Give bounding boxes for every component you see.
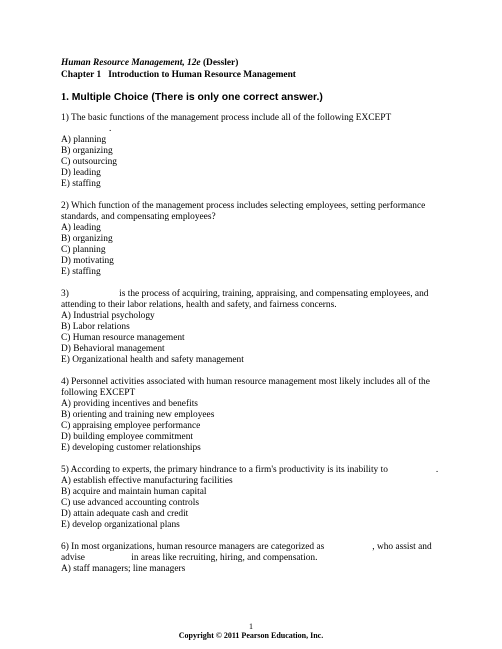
- option: D) motivating: [61, 256, 114, 266]
- question-text-end: in areas like recruiting, hiring, and compensation.: [131, 553, 318, 563]
- option: A) establish effective manufacturing facilities: [61, 476, 233, 486]
- option: E) develop organizational plans: [61, 520, 180, 530]
- option: E) staffing: [61, 267, 101, 277]
- question-text: Personnel activities associated with human resource management most likely includes all of the following EXCEPT: [61, 377, 430, 398]
- question-stem: [61, 542, 456, 564]
- option: B) organizing: [61, 234, 113, 244]
- option: E) developing customer relationships: [61, 443, 201, 453]
- option: A) leading: [61, 223, 101, 233]
- question-number: 5): [61, 465, 69, 475]
- question-text: According to experts, the primary hindrance to a firm's productivity is its inability to: [70, 465, 388, 475]
- option: E) staffing: [61, 179, 101, 189]
- question-text-end: .: [435, 465, 439, 475]
- question-stem: [61, 377, 456, 399]
- section-title: Multiple Choice: [71, 92, 149, 103]
- question-number: 4): [61, 377, 69, 387]
- option: D) attain adequate cash and credit: [61, 509, 189, 519]
- chapter-label: Chapter 1: [61, 70, 102, 80]
- section-number: 1.: [61, 92, 69, 103]
- option: B) acquire and maintain human capital: [61, 487, 207, 497]
- page-number: 1: [249, 622, 253, 631]
- question-text-mid: , who assist and advise: [61, 542, 432, 563]
- page-footer: [0, 622, 502, 640]
- question-text: Which function of the management process includes selecting employees, setting performance standards, and compensating employees?: [61, 201, 426, 222]
- option: B) orienting and training new employees: [61, 410, 215, 420]
- section-note: (There is only one correct answer.): [151, 92, 323, 103]
- question-2: [61, 201, 456, 278]
- question-5: [61, 465, 456, 531]
- option: E) Organizational health and safety management: [61, 355, 244, 365]
- option: C) outsourcing: [61, 157, 117, 167]
- copyright-notice: Copyright © 2011 Pearson Education, Inc.: [178, 631, 324, 640]
- book-author: (Dessler): [202, 58, 239, 68]
- option: A) staff managers; line managers: [61, 564, 186, 574]
- question-6: [61, 542, 456, 575]
- option: D) building employee commitment: [61, 432, 194, 442]
- document-page: [61, 58, 456, 586]
- question-4: [61, 377, 456, 454]
- question-3: [61, 289, 456, 366]
- chapter-heading: [61, 70, 456, 81]
- question-stem: [61, 465, 456, 476]
- question-text: In most organizations, human resource managers are categorized as: [71, 542, 325, 552]
- option: B) Labor relations: [61, 322, 130, 332]
- question-text-end: .: [109, 124, 112, 134]
- option: A) Industrial psychology: [61, 311, 155, 321]
- option: A) planning: [61, 135, 107, 145]
- option: C) Human resource management: [61, 333, 185, 343]
- option: C) appraising employee performance: [61, 421, 201, 431]
- question-stem: [61, 201, 456, 223]
- question-stem: [61, 113, 456, 135]
- option: B) organizing: [61, 146, 113, 156]
- book-title: Human Resource Management, 12e: [61, 58, 201, 68]
- question-stem: [61, 289, 456, 311]
- question-number: 3): [61, 289, 69, 299]
- question-1: [61, 113, 456, 190]
- question-number: 2): [61, 201, 69, 211]
- section-heading: [61, 92, 456, 103]
- chapter-title: Introduction to Human Resource Management: [108, 70, 296, 80]
- option: C) use advanced accounting controls: [61, 498, 199, 508]
- question-text: is the process of acquiring, training, appraising, and compensating employees, and attending to their labor relations, health and safety, and fairness concerns.: [61, 289, 429, 310]
- book-title-line: [61, 58, 456, 69]
- question-text: The basic functions of the management process include all of the following EXCEPT: [71, 113, 392, 123]
- question-number: 1): [61, 113, 69, 123]
- option: C) planning: [61, 245, 106, 255]
- option: D) leading: [61, 168, 101, 178]
- option: D) Behavioral management: [61, 344, 165, 354]
- question-number: 6): [61, 542, 69, 552]
- option: A) providing incentives and benefits: [61, 399, 198, 409]
